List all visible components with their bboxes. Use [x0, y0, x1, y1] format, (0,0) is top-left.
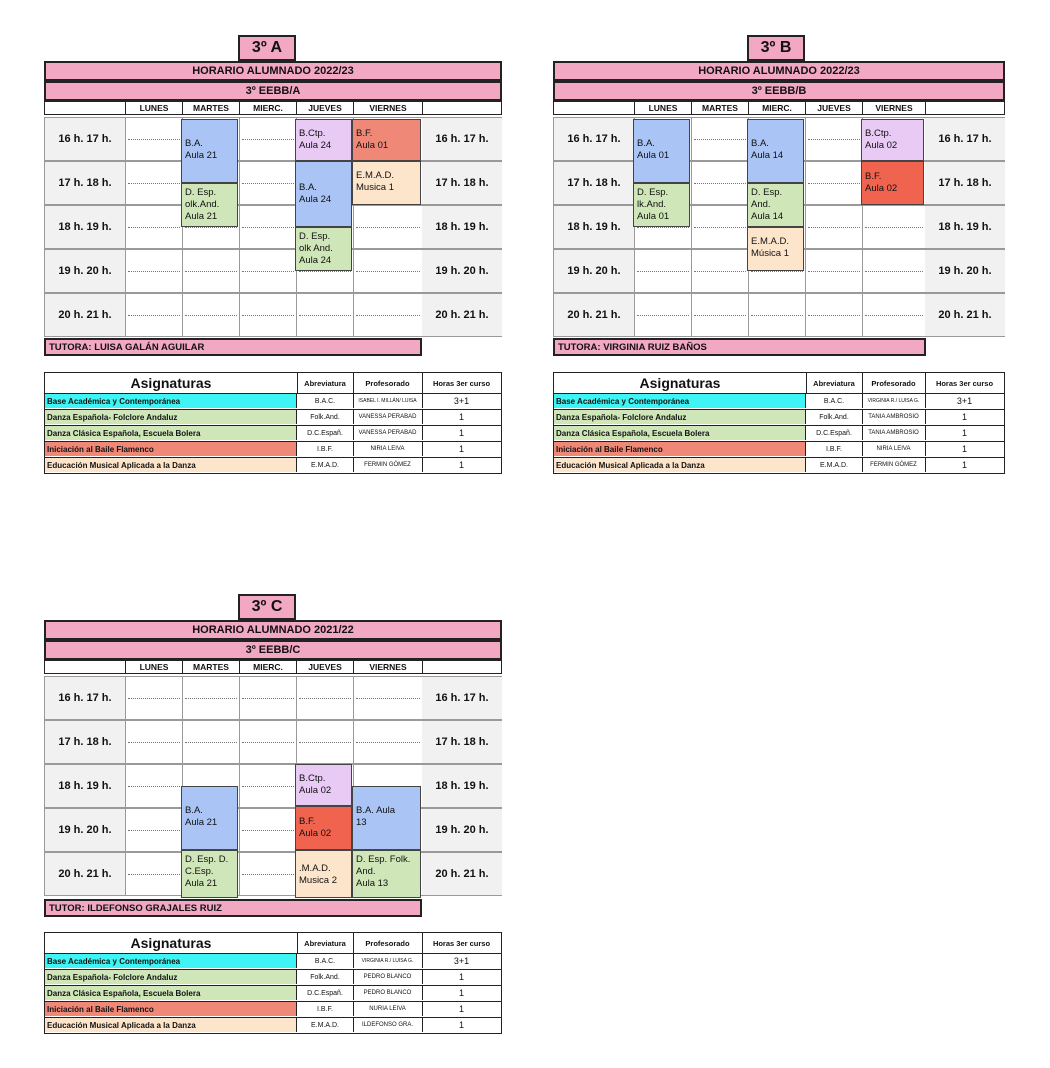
subject-row [45, 1018, 501, 1033]
day-cell [125, 677, 182, 719]
day-cell [805, 250, 862, 292]
time-label: 18 h. 19 h. [45, 206, 125, 248]
day-cell [691, 206, 748, 248]
subject-name: Iniciación al Baile Flamenco [45, 442, 297, 456]
subject-name: Danza Clásica Española, Escuela Bolera [45, 426, 297, 440]
day-cell [691, 118, 748, 160]
subject-row [554, 394, 1004, 410]
day-jueves: JUEVES [296, 661, 353, 673]
day-cell [353, 294, 422, 336]
day-cell [805, 206, 862, 248]
subject-abbr: E.M.A.D. [297, 1018, 354, 1032]
subject-name: Danza Clásica Española, Escuela Bolera [45, 986, 297, 1000]
subject-abbr: D.C.Españ. [297, 426, 354, 440]
day-cell [691, 162, 748, 204]
day-cell [353, 721, 422, 763]
group-code: 3º EEBB/B [553, 81, 1005, 101]
class-desp-viernes: D. Esp. Folk. And. Aula 13 [352, 850, 421, 898]
subject-hours: 1 [458, 460, 464, 470]
day-cell [296, 294, 353, 336]
day-viernes: VIERNES [862, 102, 925, 114]
subject-abbr: I.B.F. [806, 442, 863, 456]
class-desp-jueves: D. Esp. olk And. Aula 24 [295, 227, 352, 271]
day-cell [805, 294, 862, 336]
subject-teacher: ILDEFONSO GRA. [353, 1018, 423, 1032]
time-label: 18 h. 19 h. [45, 765, 125, 807]
subject-abbr: I.B.F. [297, 1002, 354, 1016]
subject-abbr: Folk.And. [806, 410, 863, 424]
time-label: 19 h. 20 h. [45, 250, 125, 292]
day-cell [805, 162, 862, 204]
subject-name: Educación Musical Aplicada a la Danza [45, 458, 297, 472]
subject-teacher: VANESSA PERABAD [353, 426, 423, 440]
subject-row [45, 954, 501, 970]
subject-name: Iniciación al Baile Flamenco [45, 1002, 297, 1016]
subject-abbr: B.A.C. [297, 954, 354, 968]
day-mierc: MIERC. [239, 102, 296, 114]
day-cell [125, 162, 182, 204]
subject-teacher: NIRIA LEIVA [862, 442, 926, 456]
subject-teacher: FERMIN GÓMEZ [862, 458, 926, 472]
class-bctp-jueves: B.Ctp. Aula 02 [295, 764, 352, 806]
subject-teacher: VIRGINIA R./ LUISA G. [862, 394, 926, 408]
subject-teacher: TANIA AMBROSIO [862, 426, 926, 440]
schedule-title: HORARIO ALUMNADO 2022/23 [44, 61, 502, 81]
abbr-header: Abreviatura [297, 373, 354, 393]
teacher-header: Profesorado [353, 933, 423, 953]
day-cell [748, 294, 805, 336]
subject-hours: 1 [458, 444, 464, 454]
time-label-right: 17 h. 18 h. [925, 162, 1005, 204]
subject-name: Base Académica y Contemporánea [45, 954, 297, 968]
time-label-right: 16 h. 17 h. [422, 677, 502, 719]
hours-header: Horas 3er curso [432, 938, 491, 948]
class-ba-martes: B.A. Aula 21 [181, 786, 238, 850]
subject-abbr: E.M.A.D. [297, 458, 354, 472]
time-row [44, 249, 502, 293]
time-row [44, 676, 502, 720]
day-cell [125, 294, 182, 336]
subject-hours: 1 [961, 412, 967, 422]
day-cell [239, 118, 296, 160]
day-cell [691, 250, 748, 292]
class-ba-jueves: B.A. Aula 24 [295, 161, 352, 227]
subject-name: Danza Española- Folclore Andaluz [554, 410, 806, 424]
time-row [553, 293, 1005, 337]
time-label-right: 18 h. 19 h. [422, 765, 502, 807]
subject-hours: 3+1 [453, 396, 470, 406]
time-label: 17 h. 18 h. [45, 162, 125, 204]
subject-row [45, 458, 501, 473]
time-label: 16 h. 17 h. [554, 118, 634, 160]
day-lunes: LUNES [125, 661, 182, 673]
day-viernes: VIERNES [353, 102, 422, 114]
subject-hours: 1 [458, 1020, 464, 1030]
subjects-title: Asignaturas [45, 373, 298, 393]
subject-row [554, 426, 1004, 442]
subject-hours: 1 [961, 428, 967, 438]
time-row [44, 720, 502, 764]
class-desp-lunes: D. Esp. lk.And. Aula 01 [633, 183, 690, 227]
subject-row [45, 1002, 501, 1018]
class-bf-jueves: B.F. Aula 02 [295, 806, 352, 850]
class-emad-jueves: .M.A.D. Musica 2 [295, 850, 352, 898]
day-cell [239, 162, 296, 204]
day-cell [239, 809, 296, 851]
day-cell [239, 853, 296, 895]
day-cell [239, 294, 296, 336]
subjects-table [553, 372, 1005, 474]
subject-teacher: VANESSA PERABAD [353, 410, 423, 424]
group-tab: 3º C [238, 594, 296, 620]
day-cell [296, 721, 353, 763]
day-jueves: JUEVES [805, 102, 862, 114]
class-bctp-jueves: B.Ctp. Aula 24 [295, 119, 352, 161]
time-label: 16 h. 17 h. [45, 118, 125, 160]
time-label-right: 19 h. 20 h. [422, 250, 502, 292]
day-cell [239, 721, 296, 763]
subject-row [554, 410, 1004, 426]
day-cell [125, 853, 182, 895]
time-row [44, 205, 502, 249]
class-bf-viernes: B.F. Aula 02 [861, 161, 924, 205]
subject-name: Educación Musical Aplicada a la Danza [554, 458, 806, 472]
subject-name: Danza Española- Folclore Andaluz [45, 410, 297, 424]
subject-name: Danza Española- Folclore Andaluz [45, 970, 297, 984]
subject-row [45, 394, 501, 410]
day-cell [862, 250, 925, 292]
day-cell [634, 294, 691, 336]
day-jueves: JUEVES [296, 102, 353, 114]
time-label-right: 19 h. 20 h. [422, 809, 502, 851]
time-row [44, 764, 502, 808]
subject-name: Iniciación al Baile Flamenco [554, 442, 806, 456]
subject-teacher: PEDRO BLANCO [353, 986, 423, 1000]
day-cell [634, 250, 691, 292]
subject-row [45, 970, 501, 986]
day-lunes: LUNES [634, 102, 691, 114]
days-header [44, 660, 502, 674]
class-ba-martes: B.A. Aula 21 [181, 119, 238, 183]
subjects-header [554, 373, 1004, 394]
subject-teacher: ISABEL I. MILLÁN/ LUISA [353, 394, 423, 408]
class-desp-martes: D. Esp. olk.And. Aula 21 [181, 183, 238, 227]
hours-header: Horas 3er curso [935, 378, 994, 388]
subjects-table [44, 932, 502, 1034]
day-cell [691, 294, 748, 336]
subject-abbr: B.A.C. [297, 394, 354, 408]
class-desp-mierc: D. Esp. And. Aula 14 [747, 183, 804, 227]
time-label: 20 h. 21 h. [554, 294, 634, 336]
subject-name: Base Académica y Contemporánea [554, 394, 806, 408]
time-row [44, 808, 502, 852]
subject-hours: 3+1 [956, 396, 973, 406]
subjects-title: Asignaturas [45, 933, 298, 953]
time-label: 16 h. 17 h. [45, 677, 125, 719]
class-emad-mierc: E.M.A.D. Música 1 [747, 227, 804, 271]
day-martes: MARTES [182, 102, 239, 114]
class-desp-martes: D. Esp. D. C.Esp. Aula 21 [181, 850, 238, 898]
subject-name: Educación Musical Aplicada a la Danza [45, 1018, 297, 1032]
subject-abbr: D.C.Españ. [806, 426, 863, 440]
day-cell [125, 118, 182, 160]
tutor-label: TUTORA: LUISA GALÁN AGUILAR [44, 338, 422, 356]
schedule-title: HORARIO ALUMNADO 2021/22 [44, 620, 502, 640]
class-bf-viernes: B.F. Aula 01 [352, 119, 421, 161]
schedule-title: HORARIO ALUMNADO 2022/23 [553, 61, 1005, 81]
subject-row [45, 442, 501, 458]
subject-row [45, 986, 501, 1002]
day-cell [353, 206, 422, 248]
tutor-label: TUTORA: VIRGINIA RUIZ BAÑOS [553, 338, 926, 356]
hours-header: Horas 3er curso [432, 378, 491, 388]
day-mierc: MIERC. [748, 102, 805, 114]
class-emad-viernes: E.M.A.D. Musica 1 [352, 161, 421, 205]
subjects-header [45, 933, 501, 954]
day-cell [182, 250, 239, 292]
time-label-right: 17 h. 18 h. [422, 162, 502, 204]
subject-hours: 1 [961, 460, 967, 470]
group-code: 3º EEBB/A [44, 81, 502, 101]
time-label: 18 h. 19 h. [554, 206, 634, 248]
time-label-right: 17 h. 18 h. [422, 721, 502, 763]
day-blank [925, 102, 1004, 114]
subject-hours: 1 [458, 412, 464, 422]
subject-name: Base Académica y Contemporánea [45, 394, 297, 408]
subject-teacher: FERMIN GÓMEZ [353, 458, 423, 472]
day-cell [805, 118, 862, 160]
time-label-right: 18 h. 19 h. [925, 206, 1005, 248]
class-bctp-viernes: B.Ctp. Aula 02 [861, 119, 924, 161]
subject-row [554, 442, 1004, 458]
subjects-header [45, 373, 501, 394]
subject-teacher: TANIA AMBROSIO [862, 410, 926, 424]
day-martes: MARTES [691, 102, 748, 114]
group-code: 3º EEBB/C [44, 640, 502, 660]
day-cell [182, 677, 239, 719]
subject-hours: 1 [458, 1004, 464, 1014]
day-cell [353, 250, 422, 292]
day-cell [239, 765, 296, 807]
teacher-header: Profesorado [353, 373, 423, 393]
time-label: 17 h. 18 h. [45, 721, 125, 763]
time-label-right: 20 h. 21 h. [422, 294, 502, 336]
day-cell [239, 677, 296, 719]
time-label-right: 16 h. 17 h. [422, 118, 502, 160]
subject-abbr: Folk.And. [297, 410, 354, 424]
day-cell [125, 250, 182, 292]
abbr-header: Abreviatura [806, 373, 863, 393]
day-cell [125, 206, 182, 248]
day-viernes: VIERNES [353, 661, 422, 673]
days-header [553, 101, 1005, 115]
day-mierc: MIERC. [239, 661, 296, 673]
time-label-right: 19 h. 20 h. [925, 250, 1005, 292]
day-lunes: LUNES [125, 102, 182, 114]
day-blank [422, 102, 501, 114]
subject-hours: 1 [458, 972, 464, 982]
subject-row [554, 458, 1004, 473]
subject-abbr: E.M.A.D. [806, 458, 863, 472]
day-cell [125, 721, 182, 763]
time-label-right: 18 h. 19 h. [422, 206, 502, 248]
time-label: 19 h. 20 h. [554, 250, 634, 292]
group-tab: 3º B [747, 35, 805, 61]
day-cell [353, 677, 422, 719]
time-label: 20 h. 21 h. [45, 853, 125, 895]
subject-teacher: NURIA LEIVA [353, 1002, 423, 1016]
class-ba-lunes: B.A. Aula 01 [633, 119, 690, 183]
tutor-label: TUTOR: ILDEFONSO GRAJALES RUIZ [44, 899, 422, 917]
time-row [44, 161, 502, 205]
teacher-header: Profesorado [862, 373, 926, 393]
abbr-header: Abreviatura [297, 933, 354, 953]
time-row [44, 117, 502, 161]
day-blank [422, 661, 501, 673]
subject-row [45, 426, 501, 442]
subject-abbr: D.C.Españ. [297, 986, 354, 1000]
day-cell [239, 250, 296, 292]
subject-teacher: PEDRO BLANCO [353, 970, 423, 984]
day-cell [862, 206, 925, 248]
subject-teacher: NIRIA LEIVA [353, 442, 423, 456]
day-cell [296, 677, 353, 719]
time-label: 19 h. 20 h. [45, 809, 125, 851]
time-label-right: 20 h. 21 h. [422, 853, 502, 895]
day-cell [182, 294, 239, 336]
subjects-table [44, 372, 502, 474]
day-cell [862, 294, 925, 336]
day-cell [239, 206, 296, 248]
subject-hours: 3+1 [453, 956, 470, 966]
time-label-right: 16 h. 17 h. [925, 118, 1005, 160]
time-label: 17 h. 18 h. [554, 162, 634, 204]
days-header [44, 101, 502, 115]
time-label-right: 20 h. 21 h. [925, 294, 1005, 336]
subject-hours: 1 [458, 428, 464, 438]
subject-abbr: B.A.C. [806, 394, 863, 408]
class-ba-viernes: B.A. Aula 13 [352, 786, 421, 850]
subject-abbr: Folk.And. [297, 970, 354, 984]
day-martes: MARTES [182, 661, 239, 673]
class-ba-mierc: B.A. Aula 14 [747, 119, 804, 183]
time-row [44, 293, 502, 337]
day-cell [125, 765, 182, 807]
subject-hours: 1 [458, 988, 464, 998]
subject-teacher: VIRGINIA R./ LUISA G. [353, 954, 423, 968]
group-tab: 3º A [238, 35, 296, 61]
time-label: 20 h. 21 h. [45, 294, 125, 336]
day-cell [125, 809, 182, 851]
subject-abbr: I.B.F. [297, 442, 354, 456]
subject-hours: 1 [961, 444, 967, 454]
subject-row [45, 410, 501, 426]
time-row [44, 852, 502, 896]
subjects-title: Asignaturas [554, 373, 807, 393]
subject-name: Danza Clásica Española, Escuela Bolera [554, 426, 806, 440]
day-cell [182, 721, 239, 763]
